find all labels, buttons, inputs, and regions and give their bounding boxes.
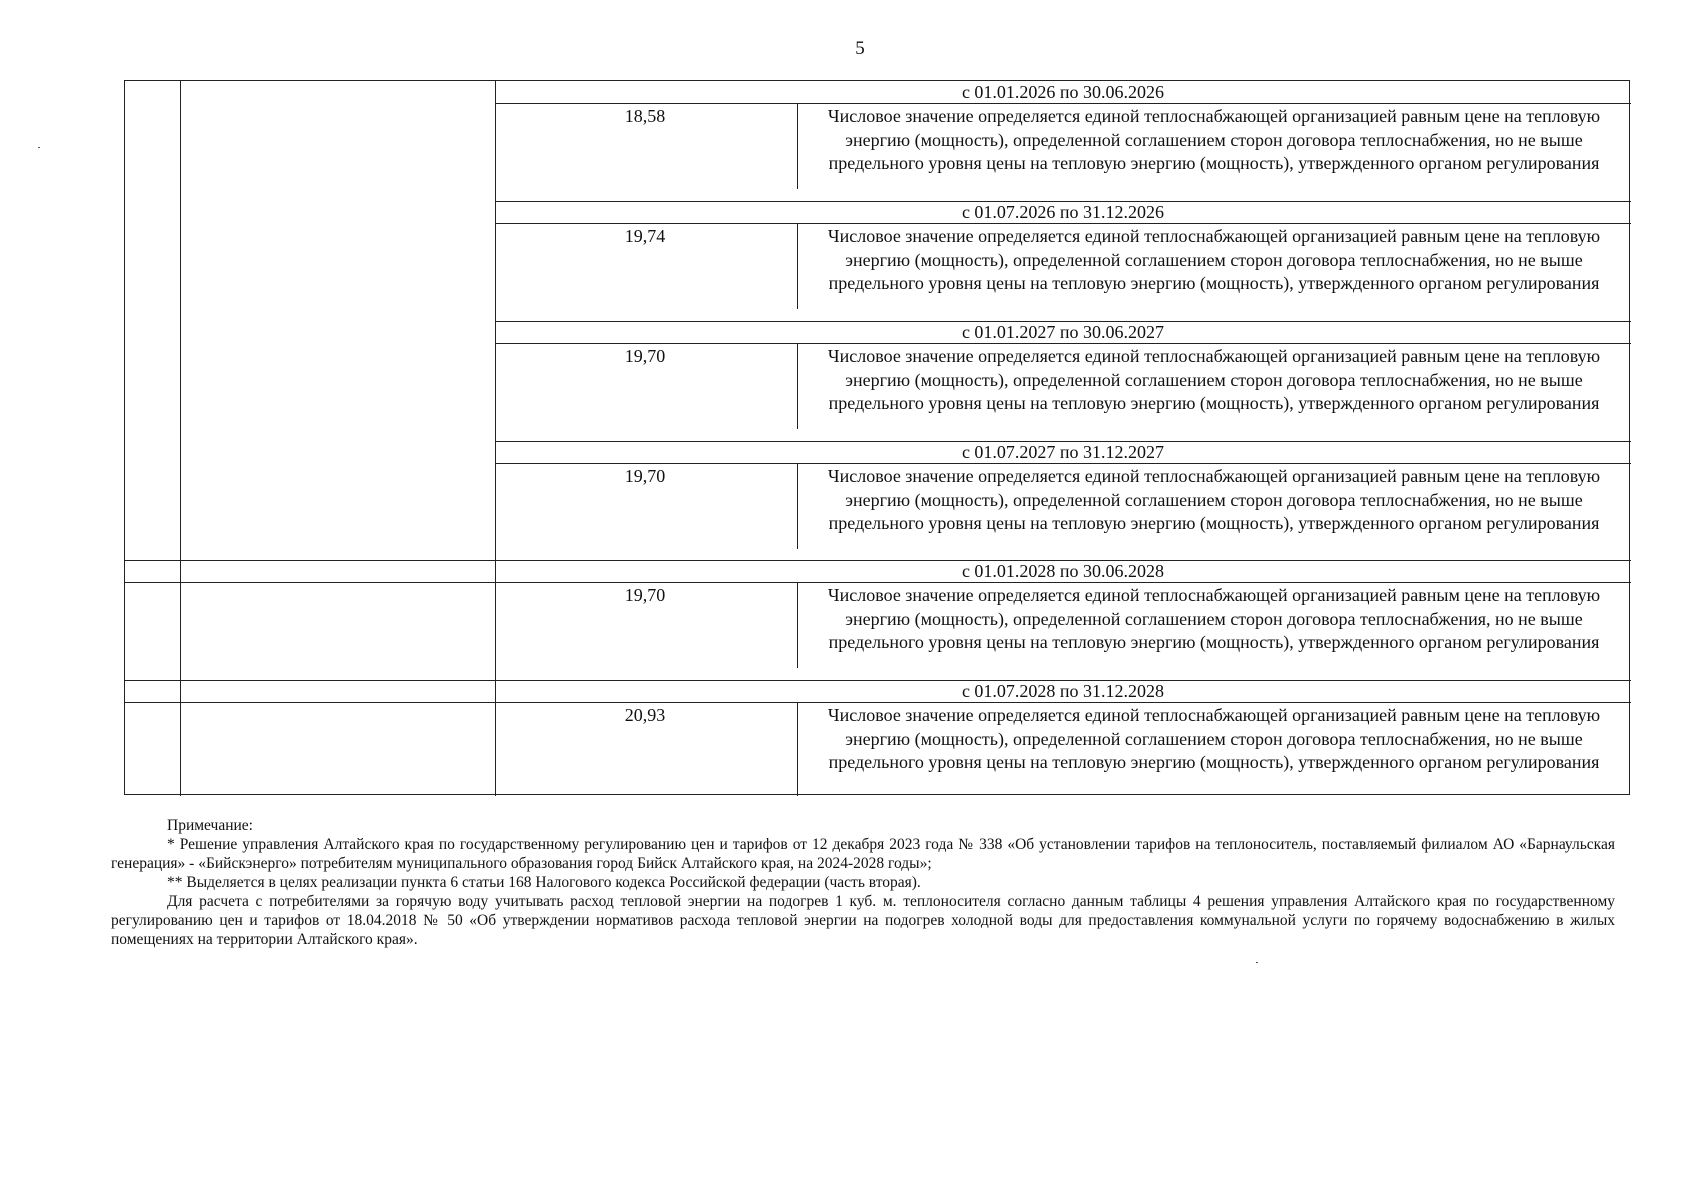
scan-speck <box>38 147 40 148</box>
row-divider <box>495 343 1631 344</box>
tariff-note: Числовое значение определяется единой теплоснабжающей организацией равным цене на тепловую энергию (мощность), определенной соглашением сторон договора теплоснабжения, но не выше предельного уровня цены на тепловую энергию (мощность), утвержденного органом регулирования <box>827 705 1601 772</box>
tariff-note: Числовое значение определяется единой теплоснабжающей организацией равным цене на тепловую энергию (мощность), определенной соглашением сторон договора теплоснабжения, но не выше предельного уровня цены на тепловую энергию (мощность), утвержденного органом регулирования <box>827 585 1601 652</box>
row-divider <box>495 223 1631 224</box>
tariff-value: 19,70 <box>624 346 666 366</box>
tariff-value: 19,74 <box>624 226 666 246</box>
tariff-note: Числовое значение определяется единой теплоснабжающей организацией равным цене на тепловую энергию (мощность), определенной соглашением сторон договора теплоснабжения, но не выше предельного уровня цены на тепловую энергию (мощность), утвержденного органом регулирования <box>827 346 1601 413</box>
tariff-value: 19,70 <box>624 466 666 486</box>
notes-section <box>111 816 1615 949</box>
tariff-value: 19,70 <box>624 585 666 605</box>
period-row: с 01.07.2028 по 31.12.2028 <box>961 681 1165 701</box>
footnote-1: * Решение управления Алтайского края по государственному регулированию цен и тарифов от 12 декабря 2023 года № 338 «Об установлении тарифов на теплоноситель, поставляемый филиалом АО «Барнаульская генерация» - «Бийскэнерго» потребителям муниципального образования город Бийск Алтайского края, на 2024-2028 годы»; <box>111 836 1615 872</box>
notes-heading: Примечание: <box>167 817 253 834</box>
tariff-note: Числовое значение определяется единой теплоснабжающей организацией равным цене на тепловую энергию (мощность), определенной соглашением сторон договора теплоснабжения, но не выше предельного уровня цены на тепловую энергию (мощность), утвержденного органом регулирования <box>827 226 1601 293</box>
tariff-table <box>124 80 1630 795</box>
row-divider <box>495 702 1631 703</box>
page-number: 5 <box>855 38 865 59</box>
tariff-note: Числовое значение определяется единой теплоснабжающей организацией равным цене на тепловую энергию (мощность), определенной соглашением сторон договора теплоснабжения, но не выше предельного уровня цены на тепловую энергию (мощность), утвержденного органом регулирования <box>827 106 1601 173</box>
period-row: с 01.07.2027 по 31.12.2027 <box>961 442 1165 462</box>
tariff-value: 20,93 <box>624 705 666 725</box>
row-divider <box>495 103 1631 104</box>
period-row: с 01.01.2028 по 30.06.2028 <box>961 561 1165 581</box>
row-divider <box>495 463 1631 464</box>
period-row: с 01.01.2027 по 30.06.2027 <box>961 322 1165 342</box>
hot-water-paragraph: Для расчета с потребителями за горячую воду учитывать расход тепловой энергии на подогрев 1 куб. м. теплоносителя согласно данным таблицы 4 решения управления Алтайского края по государственному регулированию цен и тарифов от 18.04.2018 № 50 «Об утверждении нормативов расхода тепловой энергии на подогрев холодной воды для предоставления коммунальной услуги по горячему водоснабжению в жилых помещениях на территории Алтайского края». <box>111 893 1615 948</box>
period-row: с 01.07.2026 по 31.12.2026 <box>961 202 1165 222</box>
tariff-value: 18,58 <box>624 106 666 126</box>
scan-speck <box>1256 962 1258 963</box>
tariff-note: Числовое значение определяется единой теплоснабжающей организацией равным цене на тепловую энергию (мощность), определенной соглашением сторон договора теплоснабжения, но не выше предельного уровня цены на тепловую энергию (мощность), утвержденного органом регулирования <box>827 466 1601 533</box>
column-divider <box>180 81 181 796</box>
row-divider <box>495 582 1631 583</box>
row-divider <box>125 582 495 583</box>
footnote-2: ** Выделяется в целях реализации пункта 6 статьи 168 Налогового кодекса Российской федерации (часть вторая). <box>167 874 921 891</box>
period-row: с 01.01.2026 по 30.06.2026 <box>961 82 1165 102</box>
row-divider <box>125 702 495 703</box>
